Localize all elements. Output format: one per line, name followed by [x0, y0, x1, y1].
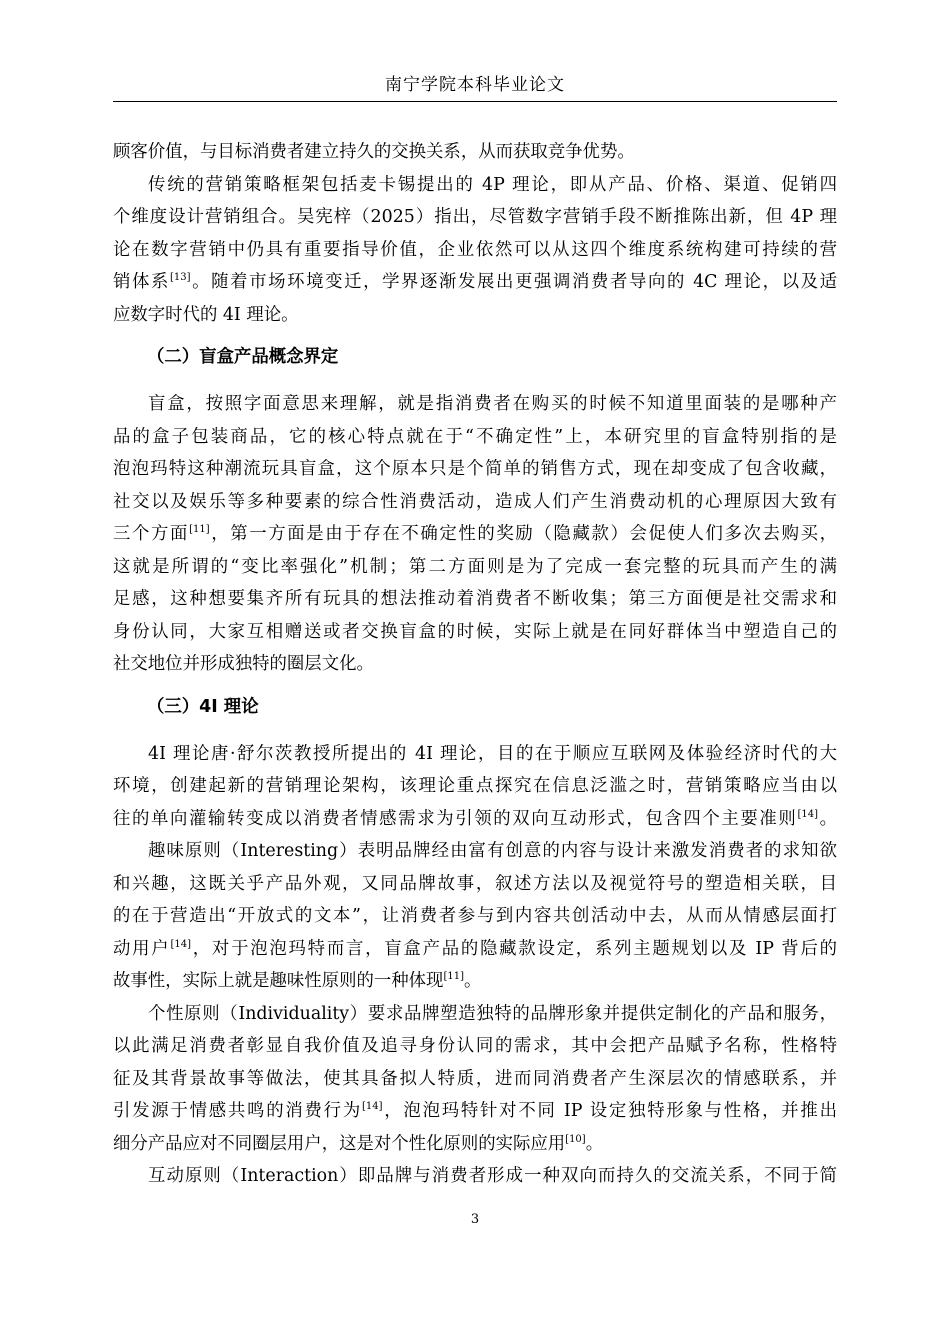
line-text: 环境，创建起新的营销理论架构，该理论重点探究在信息泛滥之时，营销策略应当由以 [113, 776, 837, 796]
text-line [113, 421, 837, 454]
text-line [113, 1095, 837, 1128]
text-line [113, 266, 837, 299]
line-text: 征及其背景故事等做法，使其具备拟人特质，进而同消费者产生深层次的情感联系，并 [113, 1068, 837, 1089]
text-line [113, 616, 837, 649]
line-text: 4I 理论唐·舒尔茨教授所提出的 4I 理论，目的在于顺应互联网及体验经济时代的大 [148, 743, 837, 764]
text-line [113, 803, 837, 836]
text-line [113, 1030, 837, 1063]
line-text: 故事性，实际上就是趣味性原则的一种体现 [113, 971, 444, 991]
line-text: 往的单向灌输转变成以消费者情感需求为引领的双向互动形式，包含四个主要准则 [113, 808, 798, 829]
text-line [113, 1128, 837, 1161]
text-line [113, 234, 837, 267]
citation-marker: [10] [565, 1133, 586, 1145]
line-text-continued: ，泡泡玛特针对不同 IP 设定独特形象与性格，并推出 [382, 1101, 837, 1121]
line-text: 这就是所谓的“变比率强化”机制；第二方面则是为了完成一套完整的玩具而产生的满 [113, 556, 837, 577]
line-text: 社交地位并形成独特的圈层文化。 [113, 654, 374, 674]
text-line [113, 770, 837, 803]
section-heading-2: （二）盲盒产品概念界定 [147, 347, 339, 367]
citation-marker: [13] [169, 272, 191, 283]
line-text: 趣味原则（Interesting）表明品牌经由富有创意的内容与设计来激发消费者的求知欲 [148, 841, 837, 861]
line-text: 品的盒子包装商品，它的核心特点就在于“不确定性”上，本研究里的盲盒特别指的是 [113, 426, 837, 447]
line-text: 顾客价值，与目标消费者建立持久的交换关系，从而获取竞争优势。 [113, 142, 635, 162]
paragraph-block-1 [113, 136, 837, 331]
section-heading-3: （三）4I 理论 [147, 696, 259, 717]
line-text-continued: 。 [463, 971, 482, 991]
line-text: 社交以及娱乐等多种要素的综合性消费活动，造成人们产生消费动机的心理原因大致有 [113, 491, 837, 512]
text-line [113, 648, 837, 681]
text-line [113, 486, 837, 519]
text-line [113, 169, 837, 202]
citation-marker: [11] [443, 971, 464, 982]
line-text: 论在数字营销中仍具有重要指导价值，企业依然可以从这四个维度系统构建可持续的营 [113, 239, 837, 260]
text-line [113, 738, 837, 771]
line-text: 应数字时代的 4I 理论。 [113, 304, 299, 325]
line-text: 互动原则（Interaction）即品牌与消费者形成一种双向而持久的交流关系，不同于简 [148, 1166, 837, 1186]
running-header: 南宁学院本科毕业论文 [385, 75, 565, 95]
line-text: 个维度设计营销组合。吴宪梓（2025）指出，尽管数字营销手段不断推陈出新，但 4P 理 [113, 207, 837, 227]
citation-marker: [11] [189, 524, 210, 535]
line-text-continued: 。随着市场环境变迁，学界逐渐发展出更强调消费者导向的 4C 理论，以及适 [190, 272, 837, 292]
text-line [113, 201, 837, 234]
text-line [113, 1063, 837, 1096]
text-line [113, 1160, 837, 1193]
line-text: 引发源于情感共鸣的消费行为 [113, 1101, 362, 1121]
text-line [113, 518, 837, 551]
citation-marker: [14] [797, 808, 818, 820]
text-line [113, 299, 837, 332]
text-line [113, 900, 837, 933]
line-text: 身份认同，大家互相赠送或者交换盲盒的时候，实际上就是在同好群体当中塑造自己的 [113, 621, 837, 642]
line-text: 的在于营造出“开放式的文本”，让消费者参与到内容共创活动中去，从而从情感层面打 [113, 906, 837, 926]
text-line [113, 551, 837, 584]
line-text-continued: ，对于泡泡玛特而言，盲盒产品的隐藏款设定，系列主题规划以及 IP 背后的 [191, 938, 837, 959]
text-line [113, 388, 837, 421]
line-text-continued: 。 [585, 1133, 604, 1154]
line-text: 泡泡玛特这种潮流玩具盲盒，这个原本只是个简单的销售方式，现在却变成了包含收藏， [113, 459, 837, 479]
line-text: 三个方面 [113, 524, 190, 544]
line-text: 细分产品应对不同圈层用户，这是对个性化原则的实际应用 [113, 1133, 566, 1154]
header-rule [113, 101, 837, 102]
paragraph-block-2 [113, 388, 837, 681]
text-line [113, 835, 837, 868]
text-line [113, 868, 837, 901]
line-text: 动用户 [113, 938, 171, 959]
line-text-continued: ，第一方面是由于存在不确定性的奖励（隐藏款）会促使人们多次去购买， [209, 524, 837, 544]
line-text: 销体系 [113, 272, 170, 292]
body-text [113, 136, 837, 1193]
text-line [113, 965, 837, 998]
text-line [113, 583, 837, 616]
citation-marker: [14] [170, 938, 191, 950]
line-text-continued: 。 [817, 808, 837, 829]
line-text: 足感，这种想要集齐所有玩具的想法推动着消费者不断收集；第三方面便是社交需求和 [113, 589, 837, 609]
page-number: 3 [470, 1212, 480, 1227]
line-text: 以此满足消费者彰显自我价值及追寻身份认同的需求，其中会把产品赋予名称，性格特 [113, 1036, 837, 1056]
text-line [113, 136, 837, 169]
line-text: 盲盒，按照字面意思来理解，就是指消费者在购买的时候不知道里面装的是哪种产 [148, 394, 837, 414]
line-text: 传统的营销策略框架包括麦卡锡提出的 4P 理论，即从产品、价格、渠道、促销四 [148, 174, 837, 195]
citation-marker: [14] [361, 1101, 383, 1112]
paragraph-block-3 [113, 738, 837, 1193]
text-line [113, 453, 837, 486]
text-line [113, 998, 837, 1031]
line-text: 和兴趣，这既关乎产品外观，又同品牌故事，叙述方法以及视觉符号的塑造相关联，目 [113, 873, 837, 894]
line-text: 个性原则（Individuality）要求品牌塑造独特的品牌形象并提供定制化的产品和服务， [148, 1003, 837, 1024]
text-line [113, 933, 837, 966]
